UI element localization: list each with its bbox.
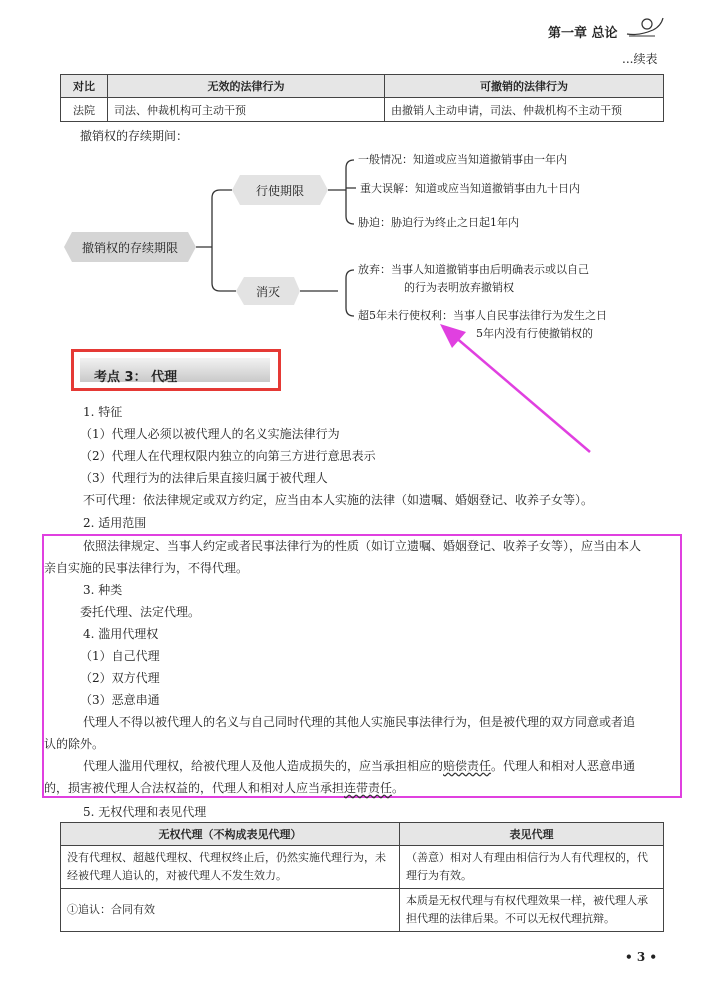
- mindmap-leaf: 重大误解：知道或应当知道撤销事由九十日内: [360, 182, 580, 195]
- text-run: 。: [392, 781, 405, 795]
- body-text: （1）自己代理: [80, 649, 160, 663]
- body-text: 不可代理：依法律规定或双方约定，应当由本人实施的法律（如遗嘱、婚姻登记、收养子女等）。: [83, 493, 594, 507]
- text-run: 。代理人和相对人恶意串通: [491, 759, 636, 773]
- body-text: （2）代理人在代理权限内独立的向第三方进行意思表示: [80, 449, 376, 463]
- table-row: [61, 889, 664, 932]
- text-run: 代理人滥用代理权，给被代理人及他人造成损失的，应当承担相应的: [83, 759, 444, 773]
- intro-text: 撤销权的存续期间：: [80, 129, 189, 143]
- table-row: [61, 846, 664, 889]
- table-header-cell: 对比: [61, 75, 108, 98]
- continued-label: ...续表: [622, 52, 658, 66]
- table-header-cell: 无效的法律行为: [108, 75, 385, 98]
- table-header-row: [61, 823, 664, 846]
- table-cell: （善意）相对人有理由相信行为人有代理权的，代理行为有效。: [400, 846, 664, 889]
- mindmap-root: 撤销权的存续期限: [81, 240, 178, 255]
- mindmap-leaf: 胁迫：胁迫行为终止之日起1年内: [358, 216, 519, 229]
- emphasized-term: 连带责任: [344, 781, 393, 795]
- mindmap-leaf: 一般情况：知道或应当知道撤销事由一年内: [358, 153, 567, 166]
- mindmap-lines: [0, 0, 720, 400]
- body-text: 亲自实施的民事法律行为，不得代理。: [44, 561, 249, 575]
- page-number: • 3 •: [625, 950, 658, 964]
- text-run: 的，损害被代理人合法权益的，代理人和相对人应当承担: [44, 781, 345, 795]
- table-cell: 法院: [61, 98, 108, 122]
- table-header-cell: 无权代理（不构成表见代理）: [61, 823, 400, 846]
- table-cell: 本质是无权代理与有权代理效果一样，被代理人承担代理的法律后果。不可以无权代理抗辩。: [400, 889, 664, 932]
- mindmap-branch-exercise-period: 行使期限: [255, 183, 304, 198]
- body-text: 依照法律规定、当事人约定或者民事法律行为的性质（如订立遗嘱、婚姻登记、收养子女等），应当由本人: [83, 539, 642, 553]
- body-text: （1）代理人必须以被代理人的名义实施法律行为: [80, 427, 340, 441]
- agency-table: [60, 822, 664, 932]
- body-text: 委托代理、法定代理。: [80, 605, 201, 619]
- mindmap-leaf: 超5年未行使权利：当事人自民事法律行为发生之日: [358, 309, 607, 322]
- body-text: [44, 780, 404, 796]
- section-heading: 5. 无权代理和表见代理: [83, 805, 207, 819]
- table-cell: ①追认：合同有效: [61, 889, 400, 932]
- body-text: 认的除外。: [44, 737, 105, 751]
- body-text: （2）双方代理: [80, 671, 160, 685]
- table-header-cell: 表见代理: [400, 823, 664, 846]
- emphasized-term: 赔偿责任: [443, 759, 492, 773]
- table-cell: 司法、仲裁机构可主动干预: [108, 98, 385, 122]
- mindmap-leaf-continued: 5年内没有行使撤销权的: [476, 327, 593, 340]
- mindmap-branch-extinction: 消灭: [255, 284, 280, 299]
- table-header-cell: 可撤销的法律行为: [385, 75, 664, 98]
- body-text: 代理人不得以被代理人的名义与自己同时代理的其他人实施民事法律行为，但是被代理的双方同意或者追: [83, 715, 636, 729]
- section-heading: 1. 特征: [83, 405, 123, 419]
- section-heading: 4. 滥用代理权: [83, 627, 159, 641]
- body-text: （3）恶意串通: [80, 693, 160, 707]
- mindmap-leaf: 放弃：当事人知道撤销事由后明确表示或以自己: [358, 263, 589, 276]
- section-heading: 3. 种类: [83, 583, 123, 597]
- annotation-arrow-icon: [430, 318, 600, 458]
- section-heading: 2. 适用范围: [83, 516, 147, 530]
- body-text: [83, 758, 635, 774]
- body-text: （3）代理行为的法律后果直接归属于被代理人: [80, 471, 328, 485]
- chapter-title: 第一章 总论: [548, 26, 618, 41]
- table-cell: 由撤销人主动申请，司法、仲裁机构不主动干预: [385, 98, 664, 122]
- mindmap-leaf-continued: 的行为表明放弃撤销权: [404, 281, 514, 294]
- table-cell: 没有代理权、超越代理权、代理权终止后，仍然实施代理行为，未经被代理人追认的，对被代理人不发生效力。: [61, 846, 400, 889]
- topic-header-title: 考点 3： 代理: [94, 370, 178, 385]
